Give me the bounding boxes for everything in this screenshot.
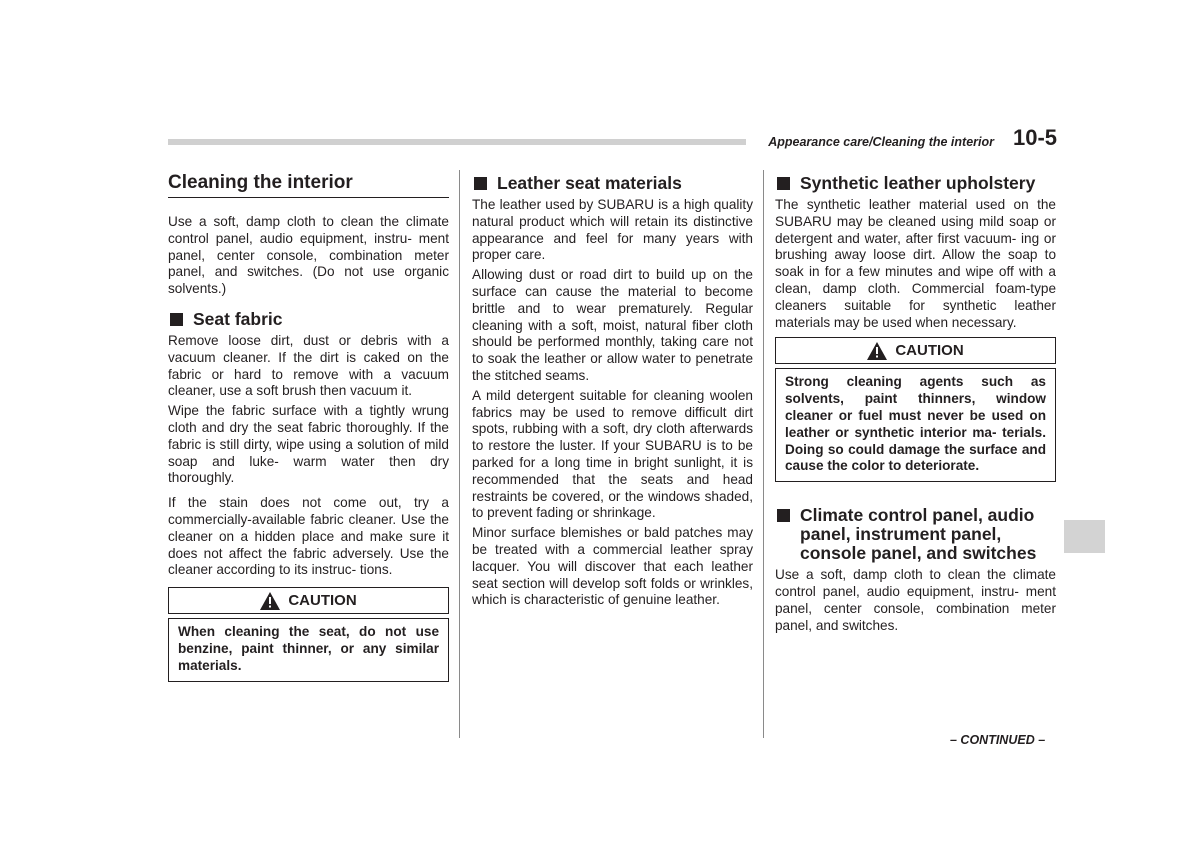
intro-paragraph: Use a soft, damp cloth to clean the climate control panel, audio equipment, instru- ment panel, center console, combination meter panel, and switches. (Do not use organic solvents.) bbox=[168, 214, 449, 297]
caution-header bbox=[775, 337, 1056, 364]
square-bullet-icon bbox=[170, 313, 183, 326]
paragraph: The leather used by SUBARU is a high quality natural product which will retain its distinctive appearance and feel for many years with proper care. bbox=[472, 197, 753, 263]
subsection-title: Climate control panel, audio panel, instrument panel, console panel, and switches bbox=[800, 505, 1037, 564]
subsection-title: Seat fabric bbox=[193, 308, 283, 329]
paragraph: If the stain does not come out, try a commercially-available fabric cleaner. Use the cleaner on a hidden place and make sure it does not affect the fabric adversely. Use the cleaner according to its instruc- tions. bbox=[168, 495, 449, 578]
continued-marker: – CONTINUED – bbox=[950, 733, 1046, 747]
caution-header bbox=[168, 587, 449, 614]
caution-text: Strong cleaning agents such as solvents, paint thinners, window cleaner or fuel must never be used on leather or synthetic interior ma- terials. Doing so could damage the surface and cause the color to deteriorate. bbox=[775, 368, 1056, 482]
column-divider bbox=[763, 170, 764, 738]
column-2 bbox=[472, 174, 753, 612]
running-header: Appearance care/Cleaning the interior bbox=[768, 135, 994, 149]
caution-label: CAUTION bbox=[288, 592, 357, 610]
caution-label: CAUTION bbox=[895, 342, 964, 360]
paragraph: Wipe the fabric surface with a tightly wrung cloth and dry the seat fabric thoroughly. If the fabric is still dirty, wipe using a solution of mild soap and luke- warm water then dry thoroughly. bbox=[168, 403, 449, 486]
caution-text: When cleaning the seat, do not use benzine, paint thinner, or any similar materials. bbox=[168, 618, 449, 681]
subsection-climate-control bbox=[775, 506, 1056, 563]
paragraph: Minor surface blemishes or bald patches may be treated with a commercial leather spray lacquer. You will discover that each leather seat section will develop soft folds or wrinkles, which is characteristic of genuine leather. bbox=[472, 525, 753, 608]
square-bullet-icon bbox=[777, 177, 790, 190]
subsection-synthetic-leather bbox=[775, 174, 1056, 193]
paragraph: Use a soft, damp cloth to clean the climate control panel, audio equipment, instru- ment panel, center console, combination meter panel, and switches. bbox=[775, 567, 1056, 633]
paragraph: Remove loose dirt, dust or debris with a vacuum cleaner. If the dirt is caked on the fabric or hard to remove with a vacuum cleaner, use a soft brush then vacuum it. bbox=[168, 332, 449, 399]
paragraph: A mild detergent suitable for cleaning woolen fabrics may be used to remove difficult dirt spots, rubbing with a soft, dry cloth afterwards to restore the luster. If your SUBARU is to be parked for a long time in bright sunlight, it is recommended that the seats and head restraints be covered, or the windows shaded, to prevent fading or shrinkage. bbox=[472, 387, 753, 521]
section-title: Cleaning the interior bbox=[168, 172, 449, 198]
column-divider bbox=[459, 170, 460, 738]
column-1 bbox=[168, 172, 449, 682]
column-3 bbox=[775, 174, 1056, 637]
subsection-title: Synthetic leather upholstery bbox=[800, 173, 1036, 193]
subsection-title: Leather seat materials bbox=[497, 173, 682, 193]
square-bullet-icon bbox=[777, 509, 790, 522]
page-number: 10-5 bbox=[1013, 125, 1058, 150]
warning-triangle-icon bbox=[867, 342, 887, 360]
chapter-tab-marker bbox=[1064, 520, 1105, 553]
header-rule bbox=[168, 139, 746, 145]
square-bullet-icon bbox=[474, 177, 487, 190]
subsection-leather bbox=[472, 174, 753, 193]
paragraph: Allowing dust or road dirt to build up on the surface can cause the material to become brittle and to wear prematurely. Regular cleaning with a soft, moist, natural fiber cloth should be performed monthly, taking care not to soak the leather or allow water to penetrate the stitched seams. bbox=[472, 267, 753, 383]
warning-triangle-icon bbox=[260, 592, 280, 610]
subsection-seat-fabric bbox=[168, 310, 449, 329]
paragraph: The synthetic leather material used on the SUBARU may be cleaned using mild soap or detergent and water, after first vacuum- ing or brushing away loose dirt. Allow the soap to soak in for a few minutes and wipe off with a clean, damp cloth. Commercial foam-type cleaners suitable for synthetic leather materials may be used when necessary. bbox=[775, 197, 1056, 330]
